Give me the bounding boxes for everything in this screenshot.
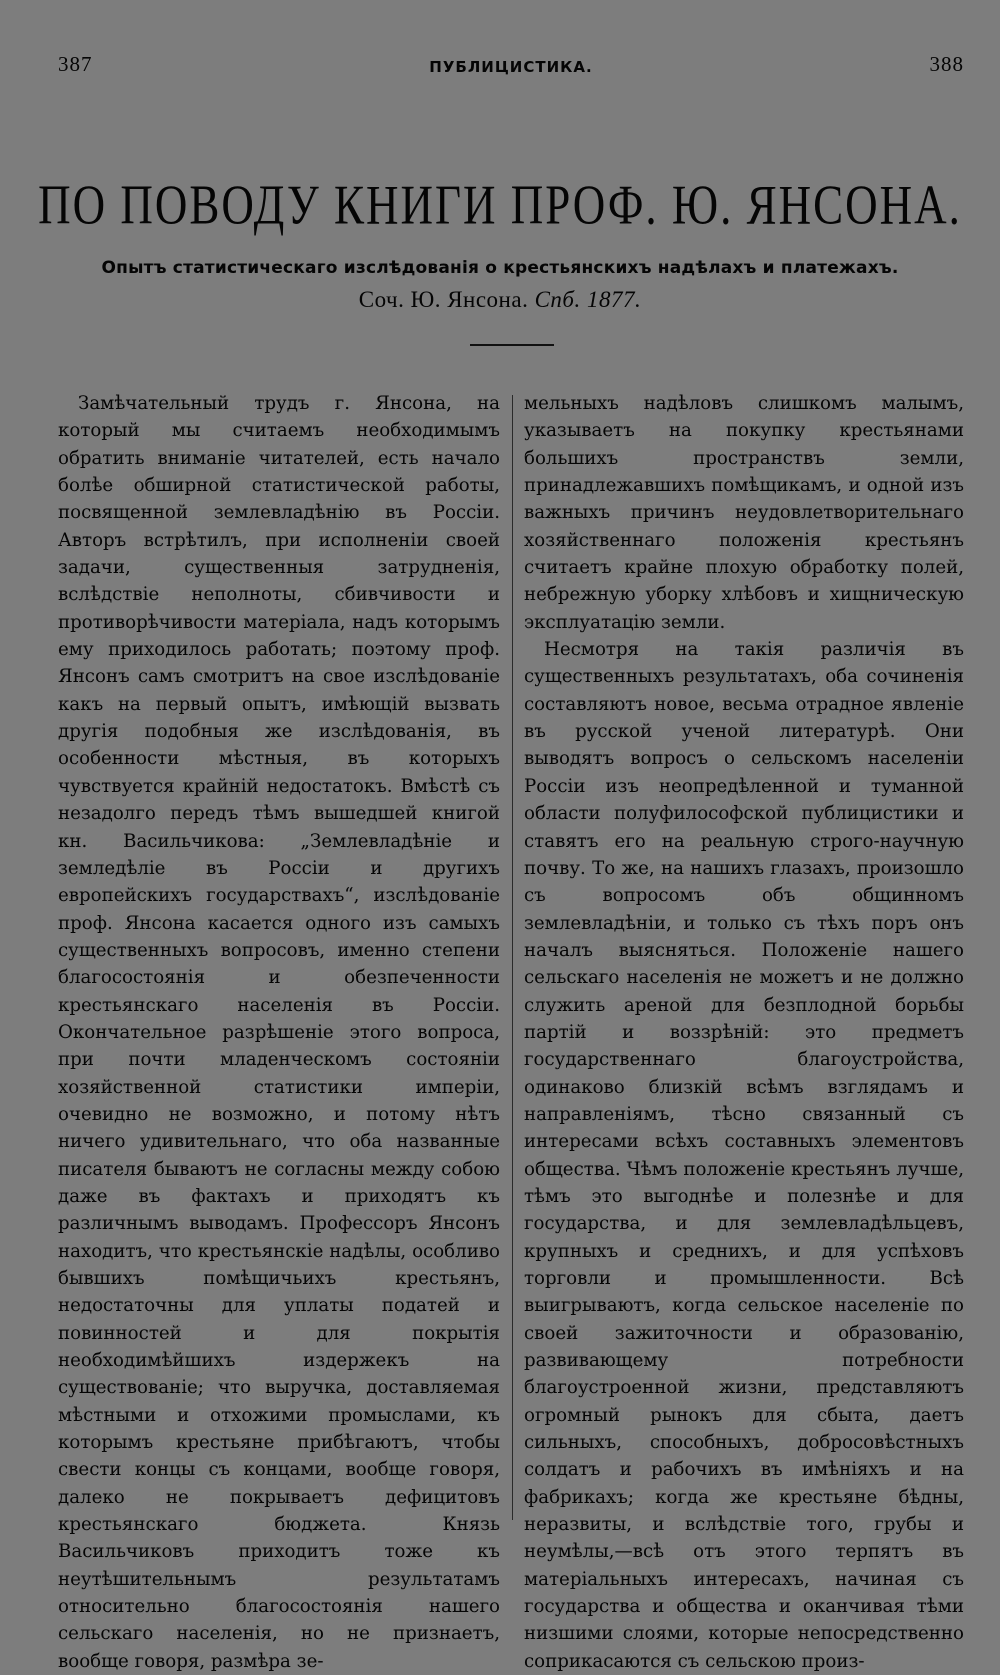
paragraph: Несмотря на такія различія въ существенныхъ результатахъ, оба сочиненія составляютъ новое, весьма отрадное явленіе въ русской ученой литературѣ. Они выводятъ вопросъ о сельскомъ населеніи Россіи изъ неопредѣленной и туманной области полуфилософской публицистики и ставятъ его на реальную строго-научную почву. То же, на нашихъ глазахъ, произошло съ вопросомъ объ общинномъ землевладѣніи, и только съ тѣхъ поръ онъ началъ выясняться. Положеніе нашего сельскаго населенія не можетъ и не должно служить ареной для безплодной борьбы партій и воззрѣній: это предметъ государственнаго благоустройства, одинаково близкій всѣмъ взглядамъ и направленіямъ, тѣсно связанный съ интересами всѣхъ составныхъ элементовъ общества. Чѣмъ положеніе крестьянъ лучше, тѣмъ это выгоднѣе и полезнѣе и для государства, и для землевладѣльцевъ, крупныхъ и среднихъ, и для успѣховъ торговли и промышленности. Всѣ выигрываютъ, когда сельское населеніе по своей зажиточности и образованію, развивающему потребности благоустроенной жизни, представляютъ огромный рынокъ для сбыта, даетъ сильныхъ, способныхъ, добросовѣстныхъ солдатъ и рабочихъ въ имѣніяхъ и на фабрикахъ; когда же крестьяне бѣдны, неразвиты, и вслѣдствіе того, грубы и неумѣлы,—всѣ отъ этого терпятъ въ матеріальныхъ интересахъ, начиная съ государства и общества и оканчивая тѣми низшими слоями, которые непосредственно соприкасаются съ сельскою произ- <box>524 639 964 1672</box>
text-column-right <box>524 390 964 1675</box>
book-subtitle: Опытъ статистическаго изслѣдованія о крестьянскихъ надѣлахъ и платежахъ. <box>101 258 899 278</box>
article-title: ПО ПОВОДУ КНИГИ ПРОФ. Ю. ЯНСОНА. <box>38 173 962 236</box>
title-divider <box>470 344 554 346</box>
book-author-line <box>0 287 1000 313</box>
page-number-left: 387 <box>58 52 93 76</box>
text-column-left <box>58 390 500 1675</box>
author-prefix: Соч. Ю. Янсона. <box>358 287 529 312</box>
page-number-right: 388 <box>929 52 964 76</box>
running-head: ПУБЛИЦИСТИКА. <box>429 58 593 76</box>
paragraph: Замѣчательный трудъ г. Янсона, на который мы считаемъ необходимымъ обратить вниманіе читателей, есть начало болѣе обширной статистической работы, посвященной землевладѣнію въ Россіи. Авторъ встрѣтилъ, при исполненіи своей задачи, существенныя затрудненія, вслѣдствіе неполноты, сбивчивости и противорѣчивости матеріала, надъ которымъ ему приходилось работать; поэтому проф. Янсонъ самъ смотритъ на свое изслѣдованіе какъ на первый опытъ, имѣющій вызвать другія подобныя же изслѣдованія, въ особенности мѣстныя, въ которыхъ чувствуется крайній недостатокъ. Вмѣстѣ съ незадолго передъ тѣмъ вышедшей книгой кн. Васильчикова: „Землевладѣніе и земледѣліе въ Россіи и другихъ европейскихъ государствахъ“, изслѣдованіе проф. Янсона касается одного изъ самыхъ существенныхъ вопросовъ, именно степени благосостоянія и обезпеченности крестьянскаго населенія въ Россіи. Окончательное разрѣшеніе этого вопроса, при почти младенческомъ состояніи хозяйственной статистики имперіи, очевидно не возможно, и потому нѣтъ ничего удивительнаго, что оба названные писателя бываютъ не согласны между собою даже въ фактахъ и приходятъ къ различнымъ выводамъ. Профессоръ Янсонъ находитъ, что крестьянскіе надѣлы, особливо бывшихъ помѣщичьихъ крестьянъ, недостаточны для уплаты податей и повинностей и для покрытія необходимѣйшихъ издержекъ на существованіе; что выручка, доставляемая мѣстными и отхожими промыслами, къ которымъ крестьяне прибѣгаютъ, чтобы свести концы съ концами, вообще говоря, далеко не покрываетъ дефицитовъ крестьянскаго бюджета. Князь Васильчиковъ приходитъ тоже къ неутѣшительнымъ результатамъ относительно благосостоянія нашего сельскаго населенія, но не признаетъ, вообще говоря, размѣра зе- <box>58 393 500 1672</box>
publication-place-year: Спб. 1877. <box>534 287 642 312</box>
page-header <box>58 52 964 88</box>
column-divider <box>512 395 513 1520</box>
paragraph: мельныхъ надѣловъ слишкомъ малымъ, указываетъ на покупку крестьянами большихъ пространствъ земли, принадлежавшихъ помѣщикамъ, и одной изъ важныхъ причинъ неудовлетворительнаго хозяйственнаго положенія крестьянъ считаетъ крайне плохую обработку полей, небрежную уборку хлѣбовъ и хищническую эксплуатацію земли. <box>524 393 964 633</box>
